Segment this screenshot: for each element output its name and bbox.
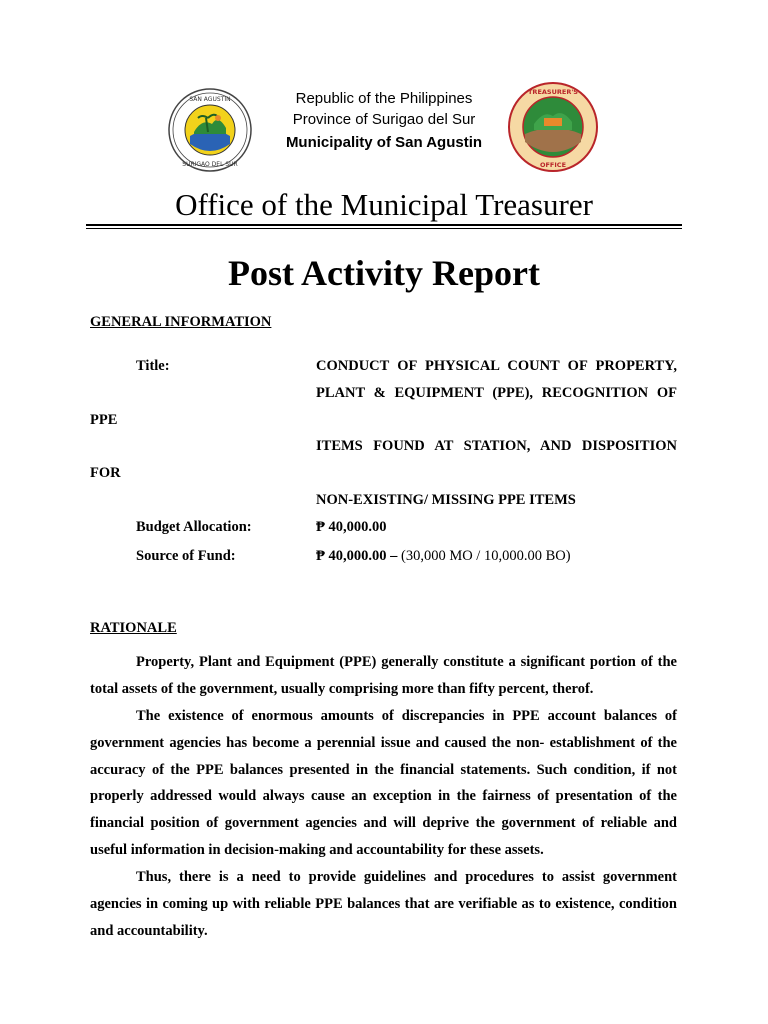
title-label: Title: [136, 358, 170, 374]
title-line-1: CONDUCT OF PHYSICAL COUNT OF PROPERTY, [316, 358, 677, 374]
svg-text:OFFICE: OFFICE [539, 161, 567, 169]
svg-text:SAN AGUSTIN: SAN AGUSTIN [189, 96, 231, 103]
rationale-paragraph [90, 864, 677, 944]
budget-value: ₱ 40,000.00 [316, 519, 387, 535]
source-value [316, 546, 571, 566]
source-label: Source of Fund: [136, 548, 236, 564]
source-amount: ₱ 40,000.00 – [316, 548, 398, 564]
report-title: Post Activity Report [228, 253, 540, 293]
header-rule [86, 224, 682, 226]
title-line-2: PLANT & EQUIPMENT (PPE), RECOGNITION OF [316, 385, 677, 401]
rationale-paragraph [90, 649, 677, 703]
rationale-paragraph-text: Thus, there is a need to provide guidelines and procedures to assist government agencies in coming up with reliable PPE balances that are verifiable as to existence, condition and accountability. [90, 869, 677, 939]
header-municipality: Municipality of San Agustin [285, 134, 483, 151]
header-rule-thin [86, 228, 682, 229]
rationale-paragraph-text: Property, Plant and Equipment (PPE) generally constitute a significant portion of the total assets of the government, usually comprising more than fifty percent, therof. [90, 654, 677, 697]
general-info-heading: GENERAL INFORMATION [90, 314, 272, 330]
rationale-paragraph-text: The existence of enormous amounts of discrepancies in PPE account balances of government agencies has become a perennial issue and caused the non- establishment of the accuracy of the PPE balances presented in the financial statements. Such condition, if not properly addressed would always cause an exception in the fairness of presentation of the financial position of government agencies and will deprive the government of reliable and useful information in decision-making and accountability for these assets. [90, 708, 677, 858]
office-title: Office of the Municipal Treasurer [175, 187, 593, 222]
header-republic: Republic of the Philippines [295, 90, 473, 107]
budget-label: Budget Allocation: [136, 519, 252, 535]
title-line-3: PPE [90, 412, 118, 428]
title-line-4: ITEMS FOUND AT STATION, AND DISPOSITION [316, 438, 677, 454]
rationale-heading: RATIONALE [90, 620, 177, 636]
svg-text:TREASURER'S: TREASURER'S [528, 88, 578, 96]
header-province: Province of Surigao del Sur [292, 111, 476, 128]
treasurer-seal-icon [508, 82, 598, 172]
svg-text:SURIGAO DEL SUR: SURIGAO DEL SUR [182, 161, 238, 168]
rationale-paragraph [90, 703, 677, 864]
source-detail: (30,000 MO / 10,000.00 BO) [397, 548, 571, 564]
municipal-seal-icon [168, 88, 252, 172]
title-line-5: FOR [90, 465, 121, 481]
title-line-6: NON-EXISTING/ MISSING PPE ITEMS [316, 492, 576, 508]
